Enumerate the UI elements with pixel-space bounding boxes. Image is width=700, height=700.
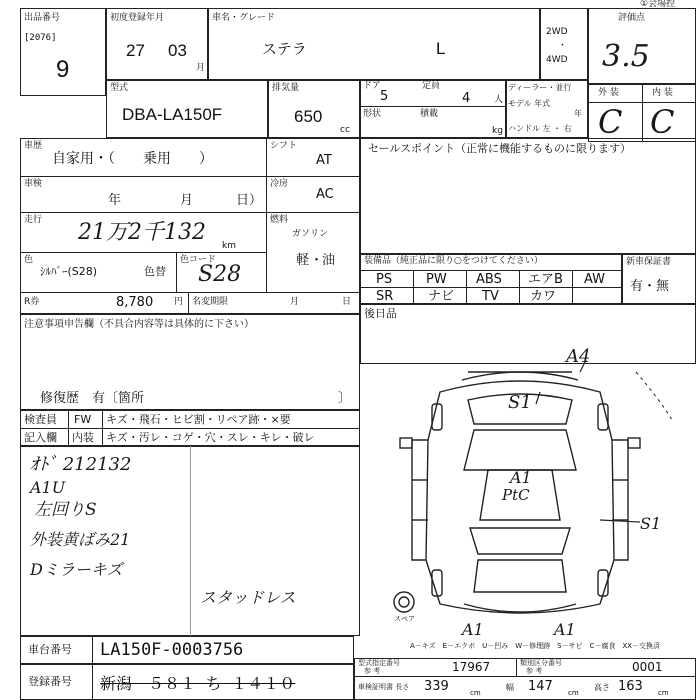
fuel-dot: ・ [310, 253, 324, 268]
chassis-number: LA150F-0003756 [100, 640, 244, 660]
load-label: 積載 [420, 109, 439, 119]
recycle-unit: 円 [174, 297, 184, 307]
year-unit: 年 [574, 109, 582, 118]
repair-history: 修復歴 有〔箇所 [40, 391, 145, 406]
height: 163 [618, 679, 643, 694]
drive-2wd: 2WD [546, 27, 568, 37]
fw-label: FW [74, 413, 92, 426]
width-label: 幅 [506, 683, 514, 692]
equip-tv: TV [482, 289, 499, 304]
inspection-label: 車検 [24, 179, 43, 189]
fuel-light: 軽 [296, 253, 310, 268]
dealer-label: ディーラー・並行 [508, 83, 572, 92]
first-reg-month: 03 [168, 41, 187, 60]
height-label: 高さ [594, 683, 610, 692]
reg-value: 新潟 ５８１ ち １４１０ [100, 674, 296, 693]
color-label: 色 [24, 255, 34, 265]
model: DBA-LA150F [122, 105, 223, 124]
equip-sr: SR [376, 289, 394, 304]
displacement-unit: cc [340, 125, 350, 135]
color-value: ｼﾙﾊﾞｰ(S28) [40, 265, 98, 278]
mileage-unit: km [222, 241, 236, 251]
mfr-ref-label: 参 考 [364, 667, 381, 675]
lot-number: 9 [56, 56, 70, 83]
fuel-petrol: ガソリン [292, 229, 329, 239]
mfr-no-label: 型式指定番号 [358, 659, 400, 667]
capacity-label: 定員 [422, 81, 441, 91]
length-label: 車検証明書 長さ [358, 683, 410, 691]
later-label: 後日品 [364, 307, 397, 320]
equipment-label: 装備品（純正品に限り○をつけてください） [364, 256, 543, 266]
venue-corner: ①会場控 [640, 0, 676, 9]
capacity-unit: 人 [494, 95, 504, 105]
remark-mirror: Dミラーキズ [30, 560, 123, 579]
history-label: 車歴 [24, 141, 43, 151]
mark-a1-rear-right: A1 [554, 620, 576, 639]
load-unit: kg [492, 126, 503, 136]
recycle-value: 8,780 [116, 295, 154, 310]
inspector-label: 検査員 [24, 413, 57, 426]
remark-yellowing: 外装黄ばみ21 [30, 530, 131, 549]
equip-navi: ナビ [428, 289, 455, 304]
inspection-month-unit: 月 [180, 193, 194, 208]
interior-grade: C [650, 103, 675, 141]
drive-dot: ・ [558, 41, 568, 51]
doors: 5 [380, 89, 389, 104]
warranty-value: 有・無 [630, 279, 670, 294]
equip-aw: AW [584, 272, 606, 287]
width: 147 [528, 679, 553, 694]
equip-pw: PW [426, 272, 447, 287]
damage-legend: A－キズ E－エクボ U－凹み W－修理跡 S－サビ C－腐食 XX－交換済 [410, 642, 661, 650]
spare-label: スペア [394, 615, 415, 623]
name-grade-label: 車名・グレード [212, 13, 276, 23]
inspection-day-unit: 日） [236, 193, 263, 208]
exterior-label: 外 装 [598, 88, 619, 98]
shape-label: 形状 [363, 109, 382, 119]
name-change-label: 名変期限 [192, 297, 229, 307]
displacement: 650 [294, 107, 323, 126]
chassis-label: 車台番号 [28, 643, 72, 656]
handle-label: ハンドル 左 ・ 右 [508, 124, 572, 133]
length-unit: cm [470, 689, 481, 697]
score-label: 評価点 [618, 13, 646, 23]
equip-leather: カワ [530, 289, 557, 304]
recycle-label: R券 [24, 297, 40, 307]
mfr-no: 17967 [452, 660, 491, 674]
car-name: ステラ [262, 40, 307, 58]
mileage: 21万2千132 [78, 220, 206, 245]
class-no: 0001 [632, 660, 663, 674]
equip-airbag: エアB [528, 272, 563, 287]
ac: AC [316, 187, 334, 202]
repair-close: 〕 [338, 391, 352, 406]
fw-items: キズ・飛石・ヒビ割・リペア跡・×要 [106, 413, 291, 426]
displacement-label: 排気量 [272, 83, 300, 93]
model-label: 型式 [110, 83, 129, 93]
remark-odometer: ｵﾄﾞ 212132 [30, 454, 132, 475]
color-code-label: 色コード [180, 255, 217, 265]
ac-label: 冷房 [270, 179, 289, 189]
sales-point-label: セールスポイント（正常に機能するものに限ります） [368, 142, 632, 155]
mark-ptc: PtC [502, 486, 530, 504]
class-ref-label: 参 考 [526, 667, 543, 675]
color-code: S28 [198, 262, 242, 287]
exterior-grade: C [598, 103, 623, 141]
fuel-oil: 油 [322, 253, 336, 268]
fuel-label: 燃料 [270, 215, 289, 225]
interior-items: キズ・汚レ・コゲ・穴・スレ・キレ・破レ [106, 431, 315, 444]
lot-sub: [2076] [24, 33, 57, 43]
equip-abs: ABS [476, 272, 502, 287]
notes-label: 注意事項申告欄（不具合内容等は具体的に下さい） [24, 319, 254, 330]
interior-row-label: 内装 [72, 431, 94, 444]
mark-s1-right: S1 [640, 514, 662, 533]
remark-a1u: A1U [30, 478, 66, 497]
first-reg-label: 初度登録年月 [110, 13, 165, 23]
mark-a4-top: A4 [566, 346, 591, 367]
reg-label: 登録番号 [28, 675, 72, 688]
first-reg-year: 27 [126, 41, 145, 60]
doors-label: ドア [363, 81, 381, 91]
mark-s1-front: S1 [508, 392, 532, 413]
lot-label: 出品番号 [24, 13, 61, 23]
inspection-year-unit: 年 [108, 193, 122, 208]
remark-studless: スタッドレス [200, 588, 296, 607]
score: 3.5 [602, 39, 650, 74]
capacity: 4 [462, 91, 471, 106]
grade: L [436, 39, 446, 58]
equip-ps: PS [376, 272, 393, 287]
first-reg-month-unit: 月 [196, 63, 206, 73]
interior-label: 内 装 [652, 88, 673, 98]
height-unit: cm [658, 689, 669, 697]
name-change-month: 月 [290, 297, 300, 307]
shift-label: シフト [270, 141, 298, 151]
length: 339 [424, 679, 449, 694]
warranty-label: 新車保証書 [626, 257, 672, 267]
model-year-label: モデル 年式 [508, 99, 551, 108]
mark-a1-rear-left: A1 [462, 620, 484, 639]
shift: AT [316, 153, 332, 168]
name-change-day: 日 [342, 297, 352, 307]
remark-left-side: 左回りS [34, 500, 97, 520]
history-value: 自家用・（ 乗用 ） [52, 151, 213, 167]
mark-a1-center: A1 [510, 468, 532, 487]
color-exchange-label: 色替 [144, 265, 166, 278]
mileage-label: 走行 [24, 215, 43, 225]
width-unit: cm [568, 689, 579, 697]
class-no-label: 類別区分番号 [520, 659, 562, 667]
record-label: 記入欄 [24, 431, 57, 444]
drive-4wd: 4WD [546, 55, 568, 65]
